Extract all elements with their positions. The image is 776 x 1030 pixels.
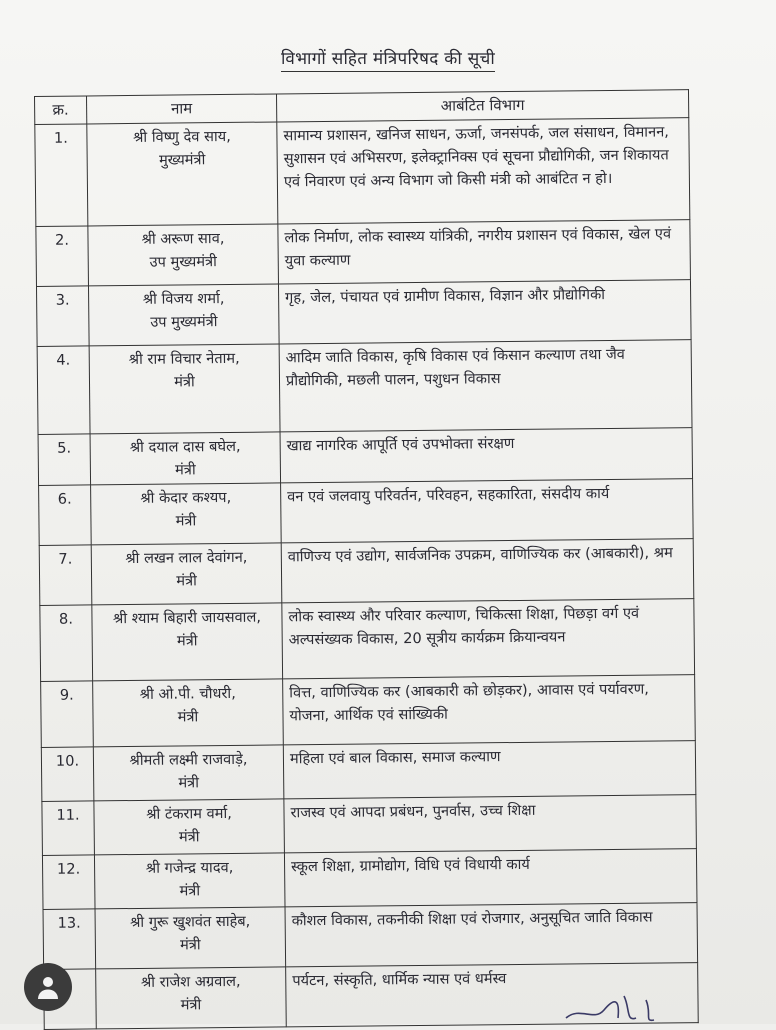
- signature-mark: [560, 988, 700, 1024]
- minister-name-cell: [91, 483, 282, 545]
- minister-role: उप मुख्यमंत्री: [150, 313, 218, 331]
- minister-name: श्री राम विचार नेताम,: [128, 349, 240, 369]
- minister-name-cell: [90, 432, 281, 485]
- minister-role: मंत्री: [178, 828, 200, 846]
- minister-role: मंत्री: [175, 461, 196, 479]
- allotted-departments: सामान्य प्रशासन, खनिज साधन, ऊर्जा, जनसंपर्क, जल संसाधन, विमानन, सुशासन एवं अभिसरण, इलेक्ट्रानिक्स एवं सूचना प्रौद्योगिकी, जन शिकायत एवं निवारण एवं अन्य विभाग जो किसी मंत्री को आबंटित न हो।: [277, 118, 690, 224]
- minister-name-cell: [88, 224, 279, 286]
- row-number: 7.: [39, 545, 92, 606]
- table-row: [41, 741, 696, 802]
- row-number: 10.: [41, 747, 94, 802]
- header-dept: आबंटित विभाग: [276, 90, 688, 122]
- minister-role: उप मुख्यमंत्री: [149, 253, 217, 271]
- table-row: [43, 903, 698, 970]
- row-number: 13.: [43, 909, 96, 970]
- header-num: क्र.: [35, 96, 87, 125]
- minister-name: श्री लखन लाल देवांगन,: [125, 548, 248, 568]
- minister-role: मंत्री: [176, 572, 197, 590]
- allotted-departments: पर्यटन, संस्कृति, धार्मिक न्यास एवं धर्मस्व: [286, 963, 699, 1027]
- allotted-departments: वाणिज्य एवं उद्योग, सार्वजनिक उपक्रम, वाणिज्यिक कर (आबकारी), श्रम: [281, 539, 694, 603]
- table-row: [42, 849, 697, 910]
- row-number: 5.: [38, 434, 91, 486]
- allotted-departments: आदिम जाति विकास, कृषि विकास एवं किसान कल्याण तथा जैव प्रौद्योगिकी, मछली पालन, पशुधन विकास: [279, 340, 692, 432]
- row-number: 9.: [41, 681, 94, 748]
- row-number: 1.: [35, 124, 88, 227]
- minister-name-cell: [93, 745, 284, 801]
- minister-role: मंत्री: [177, 708, 199, 726]
- row-number: 3.: [36, 286, 89, 347]
- document-title-text: विभागों सहित मंत्रिपरिषद की सूची: [281, 49, 495, 72]
- document-title: [0, 46, 776, 69]
- allotted-departments: लोक निर्माण, लोक स्वास्थ्य यांत्रिकी, नगरीय प्रशासन एवं विकास, खेल एवं युवा कल्याण: [278, 220, 691, 284]
- table-row: [39, 539, 694, 606]
- minister-name: श्री अरूण साव,: [141, 230, 225, 248]
- allotted-departments: वित्त, वाणिज्यिक कर (आबकारी को छोड़कर), आवास एवं पर्यावरण, योजना, आर्थिक एवं सांख्यिकी: [283, 675, 696, 745]
- allotted-departments: गृह, जेल, पंचायत एवं ग्रामीण विकास, विज्ञान और प्रौद्योगिकी: [278, 280, 691, 344]
- minister-name: श्री श्याम बिहारी जायसवाल,: [112, 608, 262, 628]
- minister-role: मंत्री: [175, 512, 197, 530]
- row-number: 8.: [40, 605, 93, 682]
- minister-name-cell: [96, 967, 287, 1029]
- minister-name: श्री विजय शर्मा,: [142, 290, 225, 308]
- allotted-departments: स्कूल शिक्षा, ग्रामोद्योग, विधि एवं विधायी कार्य: [284, 849, 697, 907]
- minister-name: श्री राजेश अग्रवाल,: [140, 972, 241, 991]
- profile-avatar-button[interactable]: [24, 963, 72, 1011]
- minister-name-cell: [91, 543, 282, 605]
- minister-role: मंत्री: [180, 936, 201, 954]
- allotted-departments: लोक स्वास्थ्य और परिवार कल्याण, चिकित्सा शिक्षा, पिछड़ा वर्ग एवं अल्पसंख्यक विकास, 20 सूत्रीय कार्यक्रम क्रियान्वयन: [282, 599, 695, 679]
- minister-name-cell: [88, 284, 279, 346]
- minister-name: श्री गुरू खुशवंत साहेब,: [129, 912, 251, 932]
- table-row: [36, 280, 691, 347]
- table-row: [38, 428, 692, 486]
- user-icon: [36, 974, 60, 1000]
- table-row: [37, 340, 692, 435]
- table-row: [42, 795, 697, 856]
- minister-name-cell: [87, 122, 278, 226]
- row-number: 11.: [42, 801, 95, 856]
- minister-name-cell: [94, 799, 285, 855]
- header-name: नाम: [87, 94, 277, 124]
- minister-role: मंत्री: [179, 882, 201, 900]
- allotted-departments: वन एवं जलवायु परिवर्तन, परिवहन, सहकारिता, संसदीय कार्य: [281, 479, 694, 543]
- allotted-departments: राजस्व एवं आपदा प्रबंधन, पुनर्वास, उच्च शिक्षा: [284, 795, 697, 853]
- table-row: [40, 599, 695, 682]
- row-number: 6.: [39, 485, 92, 546]
- table-row: [35, 118, 690, 227]
- minister-role: मंत्री: [178, 774, 200, 792]
- table-row: [36, 220, 691, 287]
- minister-table: [34, 89, 699, 1030]
- table-row: [41, 675, 696, 748]
- minister-name-cell: [95, 907, 286, 969]
- minister-name-cell: [89, 344, 280, 434]
- minister-name: श्री टंकराम वर्मा,: [146, 804, 232, 823]
- minister-name: श्री केदार कश्यप,: [140, 488, 232, 507]
- minister-name-cell: [92, 603, 283, 681]
- row-number: 2.: [36, 226, 89, 287]
- minister-name-cell: [94, 853, 285, 909]
- row-number: 12.: [42, 855, 95, 910]
- minister-role: मंत्री: [176, 632, 198, 650]
- allotted-departments: खाद्य नागरिक आपूर्ति एवं उपभोक्ता संरक्षण: [280, 428, 693, 483]
- minister-name: श्री दयाल दास बघेल,: [129, 437, 241, 457]
- minister-name: श्री विष्णु देव साय,: [132, 127, 231, 146]
- minister-role: मुख्यमंत्री: [158, 151, 206, 169]
- minister-role: मंत्री: [174, 373, 195, 391]
- minister-role: मंत्री: [180, 996, 202, 1014]
- minister-name: श्री गजेन्द्र यादव,: [145, 858, 234, 877]
- minister-name: श्रीमती लक्ष्मी राजवाड़े,: [129, 750, 248, 770]
- allotted-departments: कौशल विकास, तकनीकी शिक्षा एवं रोजगार, अनुसूचित जाति विकास: [285, 903, 698, 967]
- allotted-departments: महिला एवं बाल विकास, समाज कल्याण: [283, 741, 696, 799]
- table-row: [39, 479, 694, 546]
- row-number: 4.: [37, 346, 90, 435]
- minister-name: श्री ओ.पी. चौधरी,: [139, 684, 236, 703]
- minister-name-cell: [93, 679, 284, 747]
